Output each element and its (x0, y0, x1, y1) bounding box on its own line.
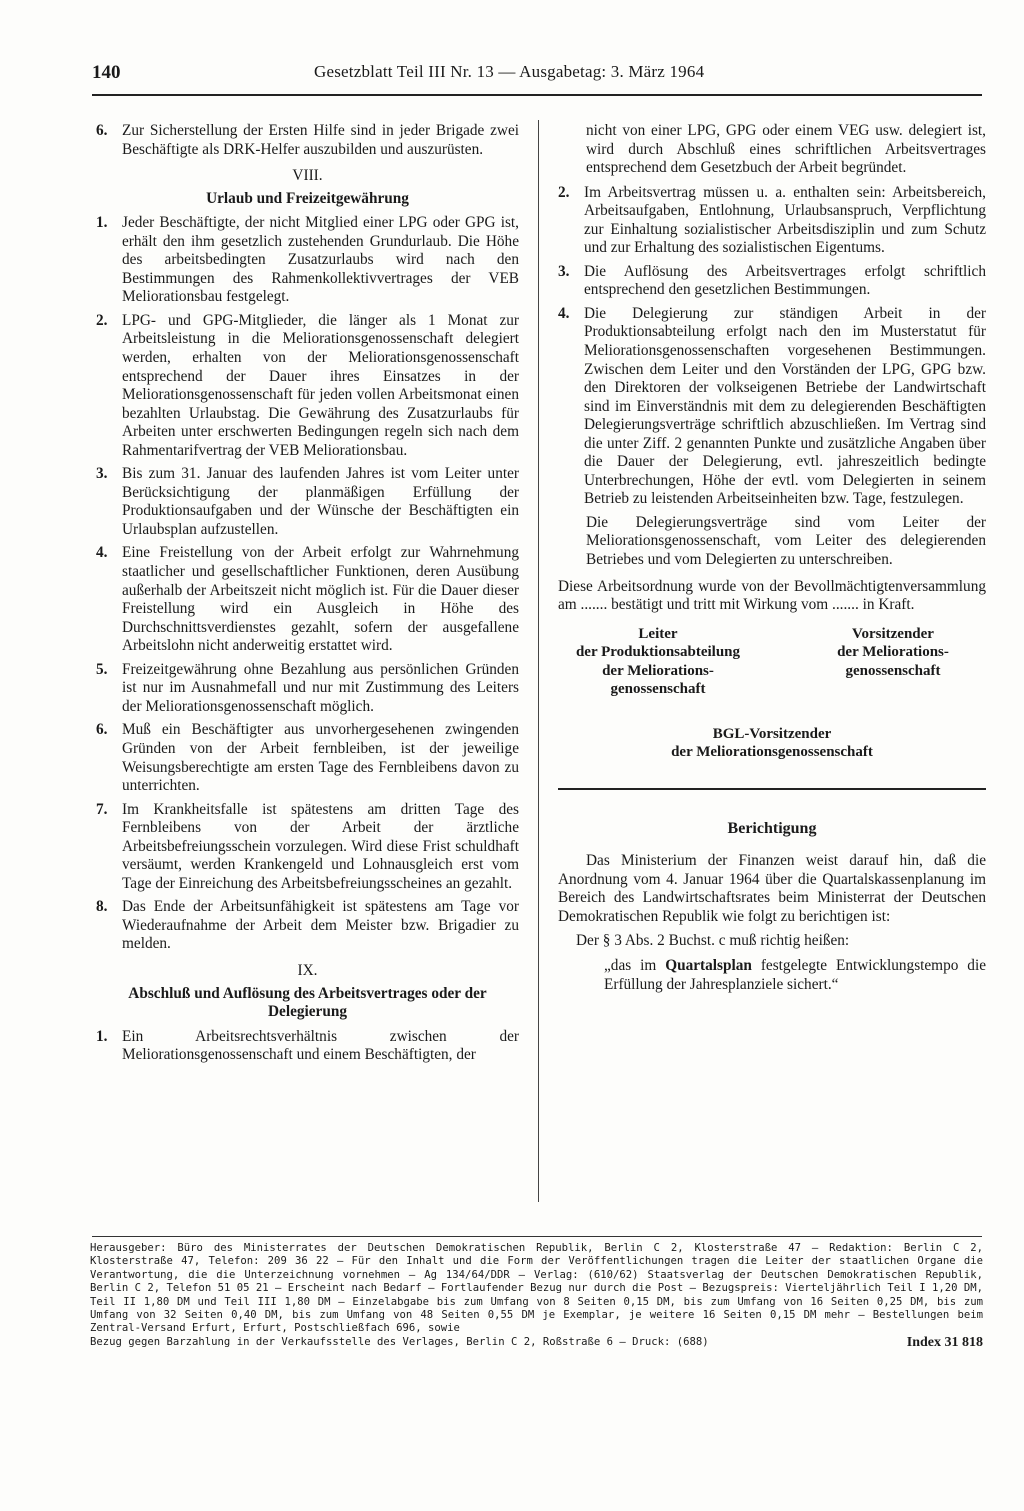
item-text: LPG- und GPG-Mitglieder, die länger als 1 Monat zur Arbeitsleistung in die Meliorationsgenossenschaft delegiert werden, erhalten von der Meliorationsgenossenschaft entsprechend der Dauer ihres Einsatzes in der Meliorationsgenossenschaft für jeden vollen Arbeitsmonat einen bezahlten Urlaubstag. Die Gewährung des Zusatzurlaubs für Arbeiten unter erschwerten Bedingungen regeln sich nach dem Rahmentarifvertrag der VEB Meliorationsbau. (122, 311, 519, 459)
item-text: Eine Freistellung von der Arbeit erfolgt zur Wahrnehmung staatlicher und gesellschaftlicher Funktionen, deren Ausübung außerhalb der Arbeitszeit nicht möglich ist. Für die Dauer dieser Freistellung wird ein Ausgleich in Höhe des Durchschnittsverdienstes gezahlt, sofern der ausgefallene Arbeitslohn nicht anderweitig erstattet wird. (122, 544, 519, 655)
list-item (96, 721, 519, 795)
item-text: Muß ein Beschäftigter aus unvorhergesehenen zwingenden Gründen von der Arbeit fernbleiben, ist der jeweilige Weisungsberechtigte am ersten Tage des Fernbleibens davon zu unterrichten. (122, 721, 519, 795)
list-item (96, 214, 519, 307)
continued-text: nicht von einer LPG, GPG oder einem VEG usw. delegiert ist, wird durch Abschluß eines schriftlichen Arbeitsvertrages entsprechend dem Gesetzbuch der Arbeit begründet. (586, 122, 986, 177)
item-number: 1. (96, 214, 108, 232)
item-number: 2. (96, 311, 108, 329)
item-text: Im Krankheitsfalle ist spätestens am dritten Tage des Fernbleibens von der Arbeit der ärztliche Arbeitsbefreiungsschein vorzulegen. Wird diese Frist schuldhaft versäumt, werden Krankengeld und Lohnausgleich erst vom Tage der Einreichung des Arbeitsbefreiungsscheines an gezahlt. (122, 800, 519, 892)
list-item (96, 312, 519, 460)
list-item (558, 263, 986, 300)
item-number: 2. (558, 183, 570, 201)
header-title: Gesetzblatt Teil III Nr. 13 — Ausgabetag: 3. März 1964 (314, 62, 705, 81)
signature-left: Leiter der Produktionsabteilung der Meliorations- genossenschaft (575, 625, 741, 698)
list-item (96, 544, 519, 655)
item-text: Bis zum 31. Januar des laufenden Jahres ist vom Leiter unter Berücksichtigung der planmäßigen Erfüllung der Produktionsaufgaben und der Wünsche der Beschäftigten ein Urlaubsplan aufzustellen. (122, 465, 519, 538)
list-item (96, 122, 519, 159)
item-text: Die Auflösung des Arbeitsvertrages erfolgt schriftlich entsprechend den gesetzlichen Bestimmungen. (584, 262, 986, 299)
item-number: 5. (96, 660, 108, 678)
left-column (96, 122, 519, 1070)
right-column (558, 122, 986, 1000)
item-number: 3. (558, 262, 570, 280)
signature-right: Vorsitzender der Meliorations- genossenschaft (837, 625, 949, 679)
item-text: Die Delegierung zur ständigen Arbeit in der Produktionsabteilung erfolgt nach den im Musterstatut für Meliorationsgenossenschaften vorgesehenen Bestimmungen. Zwischen dem Leiter und den Vorständen der LPG, GPG bzw. den Direktoren der volkseigenen Betriebe der Landwirtschaft sind im Einverständnis mit dem zu delegierenden Beschäftigten Delegierungsverträge schriftlich abzuschließen. Im Vertrag sind die unter Ziff. 2 genannten Punkte und zusätzliche Angaben über die Dauer der Delegierung, evtl. jahreszeitlich bedingte Unterbrechungen, Höhe der evtl. vom Delegierten in seinem Betrieb zu leistenden Arbeitseinheiten bzw. Tage, festzulegen. (584, 304, 986, 508)
item-text: Ein Arbeitsrechtsverhältnis zwischen der Meliorationsgenossenschaft und einem Beschäftigten, der (122, 1027, 519, 1064)
item-number: 3. (96, 465, 108, 483)
item-number: 6. (96, 122, 108, 139)
list-item (96, 801, 519, 894)
closing-statement: Diese Arbeitsordnung wurde von der Bevollmächtigtenversammlung am ....... bestätigt und tritt mit Wirkung vom ....... in Kraft. (558, 577, 986, 614)
signature-center: BGL-Vorsitzender der Meliorationsgenossenschaft (671, 725, 873, 761)
imprint-footer (90, 1242, 983, 1349)
list-item (96, 465, 519, 539)
section-8-list (96, 214, 519, 954)
item-text: Zur Sicherstellung der Ersten Hilfe sind in jeder Brigade zwei Beschäftigte als DRK-Helfer auszubilden und auszurüsten. (122, 122, 519, 158)
right-item-list (558, 184, 986, 509)
correction-title: Berichtigung (727, 819, 817, 837)
item-number: 1. (96, 1027, 108, 1045)
page-header (92, 62, 982, 96)
item-text: Freizeitgewährung ohne Bezahlung aus persönlichen Gründen ist nur im Ausnahmefall und nur mit Zustimmung des Leiters der Meliorationsgenossenschaft möglich. (122, 660, 519, 715)
list-item (96, 661, 519, 717)
section-rule (558, 788, 986, 790)
item-text: Jeder Beschäftigte, der nicht Mitglied einer LPG oder GPG ist, erhält den ihm gesetzlich zustehenden Grundurlaub. Die Höhe des arbeitsbedingten Zusatzurlaubs wird nach den Bestimmungen des Rahmenkollektivvertrages der VEB Meliorationsbau festgelegt. (122, 214, 519, 306)
correction-line: Der § 3 Abs. 2 Buchst. c muß richtig heißen: (576, 932, 850, 950)
correction-quote: „das im Quartalsplan festgelegte Entwicklungstempo die Erfüllung der Jahresplanziele sichert.“ (604, 956, 986, 993)
imprint-text: Herausgeber: Büro des Ministerrates der Deutschen Demokratischen Republik, Berlin C 2, Klosterstraße 47 – Redaktion: Berlin C 2, Klosterstraße 47, Telefon: 209 36 22 – Für den Inhalt und die Form der Veröffentlichungen tragen die Leiter der staatlichen Organe die Verantwortung, die die Unterzeichnung vornehmen – Ag 134/64/DDR – Verlag: (610/62) Staatsverlag der Deutschen Demokratischen Republik, Berlin C 2, Telefon 51 05 21 – Erscheint nach Bedarf – Fortlaufender Bezug nur durch die Post – Bezugspreis: Vierteljährlich Teil I 1,20 DM, Teil II 1,80 DM und Teil III 1,80 DM – Einzelabgabe bis zum Umfang von 8 Seiten 0,15 DM, bis zum Umfang von 16 Seiten 0,25 DM, bis zum Umfang von 32 Seiten 0,40 DM, bis zum Umfang von 48 Seiten 0,55 DM je Exemplar, je weitere 16 Seiten 0,15 DM mehr – Bestellungen beim Zentral-Versand Erfurt, Erfurt, Postschließfach 696, sowie (90, 1242, 983, 1335)
section-title: Abschluß und Auflösung des Arbeitsvertrages oder der Delegierung (128, 984, 487, 1021)
imprint-last-line: Bezug gegen Barzahlung in der Verkaufsstelle des Verlages, Berlin C 2, Roßstraße 6 – Druck: (688) Index 31 818 (90, 1334, 983, 1350)
quote-emphasis: Quartalsplan (665, 956, 752, 974)
signature-block (558, 625, 986, 715)
item-number: 4. (96, 544, 108, 562)
list-item (96, 898, 519, 954)
index-number: Index 31 818 (906, 1334, 983, 1350)
item-number: 8. (96, 898, 108, 916)
list-item (558, 184, 986, 258)
section-number: VIII. (292, 167, 323, 185)
section-number: IX. (297, 961, 318, 979)
page-number: 140 (92, 62, 121, 83)
list-item (96, 1028, 519, 1065)
item-paragraph: Die Delegierungsverträge sind vom Leiter der Meliorationsgenossenschaft, vom Leiter des delegierenden Betriebes und vom Delegierten zu unterschreiben. (586, 513, 986, 569)
item-number: 7. (96, 800, 108, 818)
footer-rule (92, 1236, 982, 1237)
column-divider (538, 120, 539, 1202)
item-number: 6. (96, 721, 108, 739)
item-text: Das Ende der Arbeitsunfähigkeit ist spätestens am Tage vor Wiederaufnahme der Arbeit dem Meister bzw. Brigadier zu melden. (122, 898, 519, 953)
item-text: Im Arbeitsvertrag müssen u. a. enthalten sein: Arbeitsbereich, Arbeitsaufgaben, Entlohnung, Urlaubsanspruch, Verpflichtung zur Einhaltung sozialistischer Arbeitsdisziplin und zum Schutz und zur Erhaltung des sozialistischen Eigentums. (584, 183, 986, 257)
item-number: 4. (558, 304, 570, 322)
correction-text: Das Ministerium der Finanzen weist darauf hin, daß die Anordnung vom 4. Januar 1964 über die Quartalskassenplanung im Bereich des Landwirtschaftsrates beim Ministerrat der Deutschen Demokratischen Republik wie folgt zu berichtigen ist: (558, 852, 986, 925)
section-title: Urlaub und Freizeitgewährung (206, 189, 409, 207)
list-item (558, 305, 986, 509)
